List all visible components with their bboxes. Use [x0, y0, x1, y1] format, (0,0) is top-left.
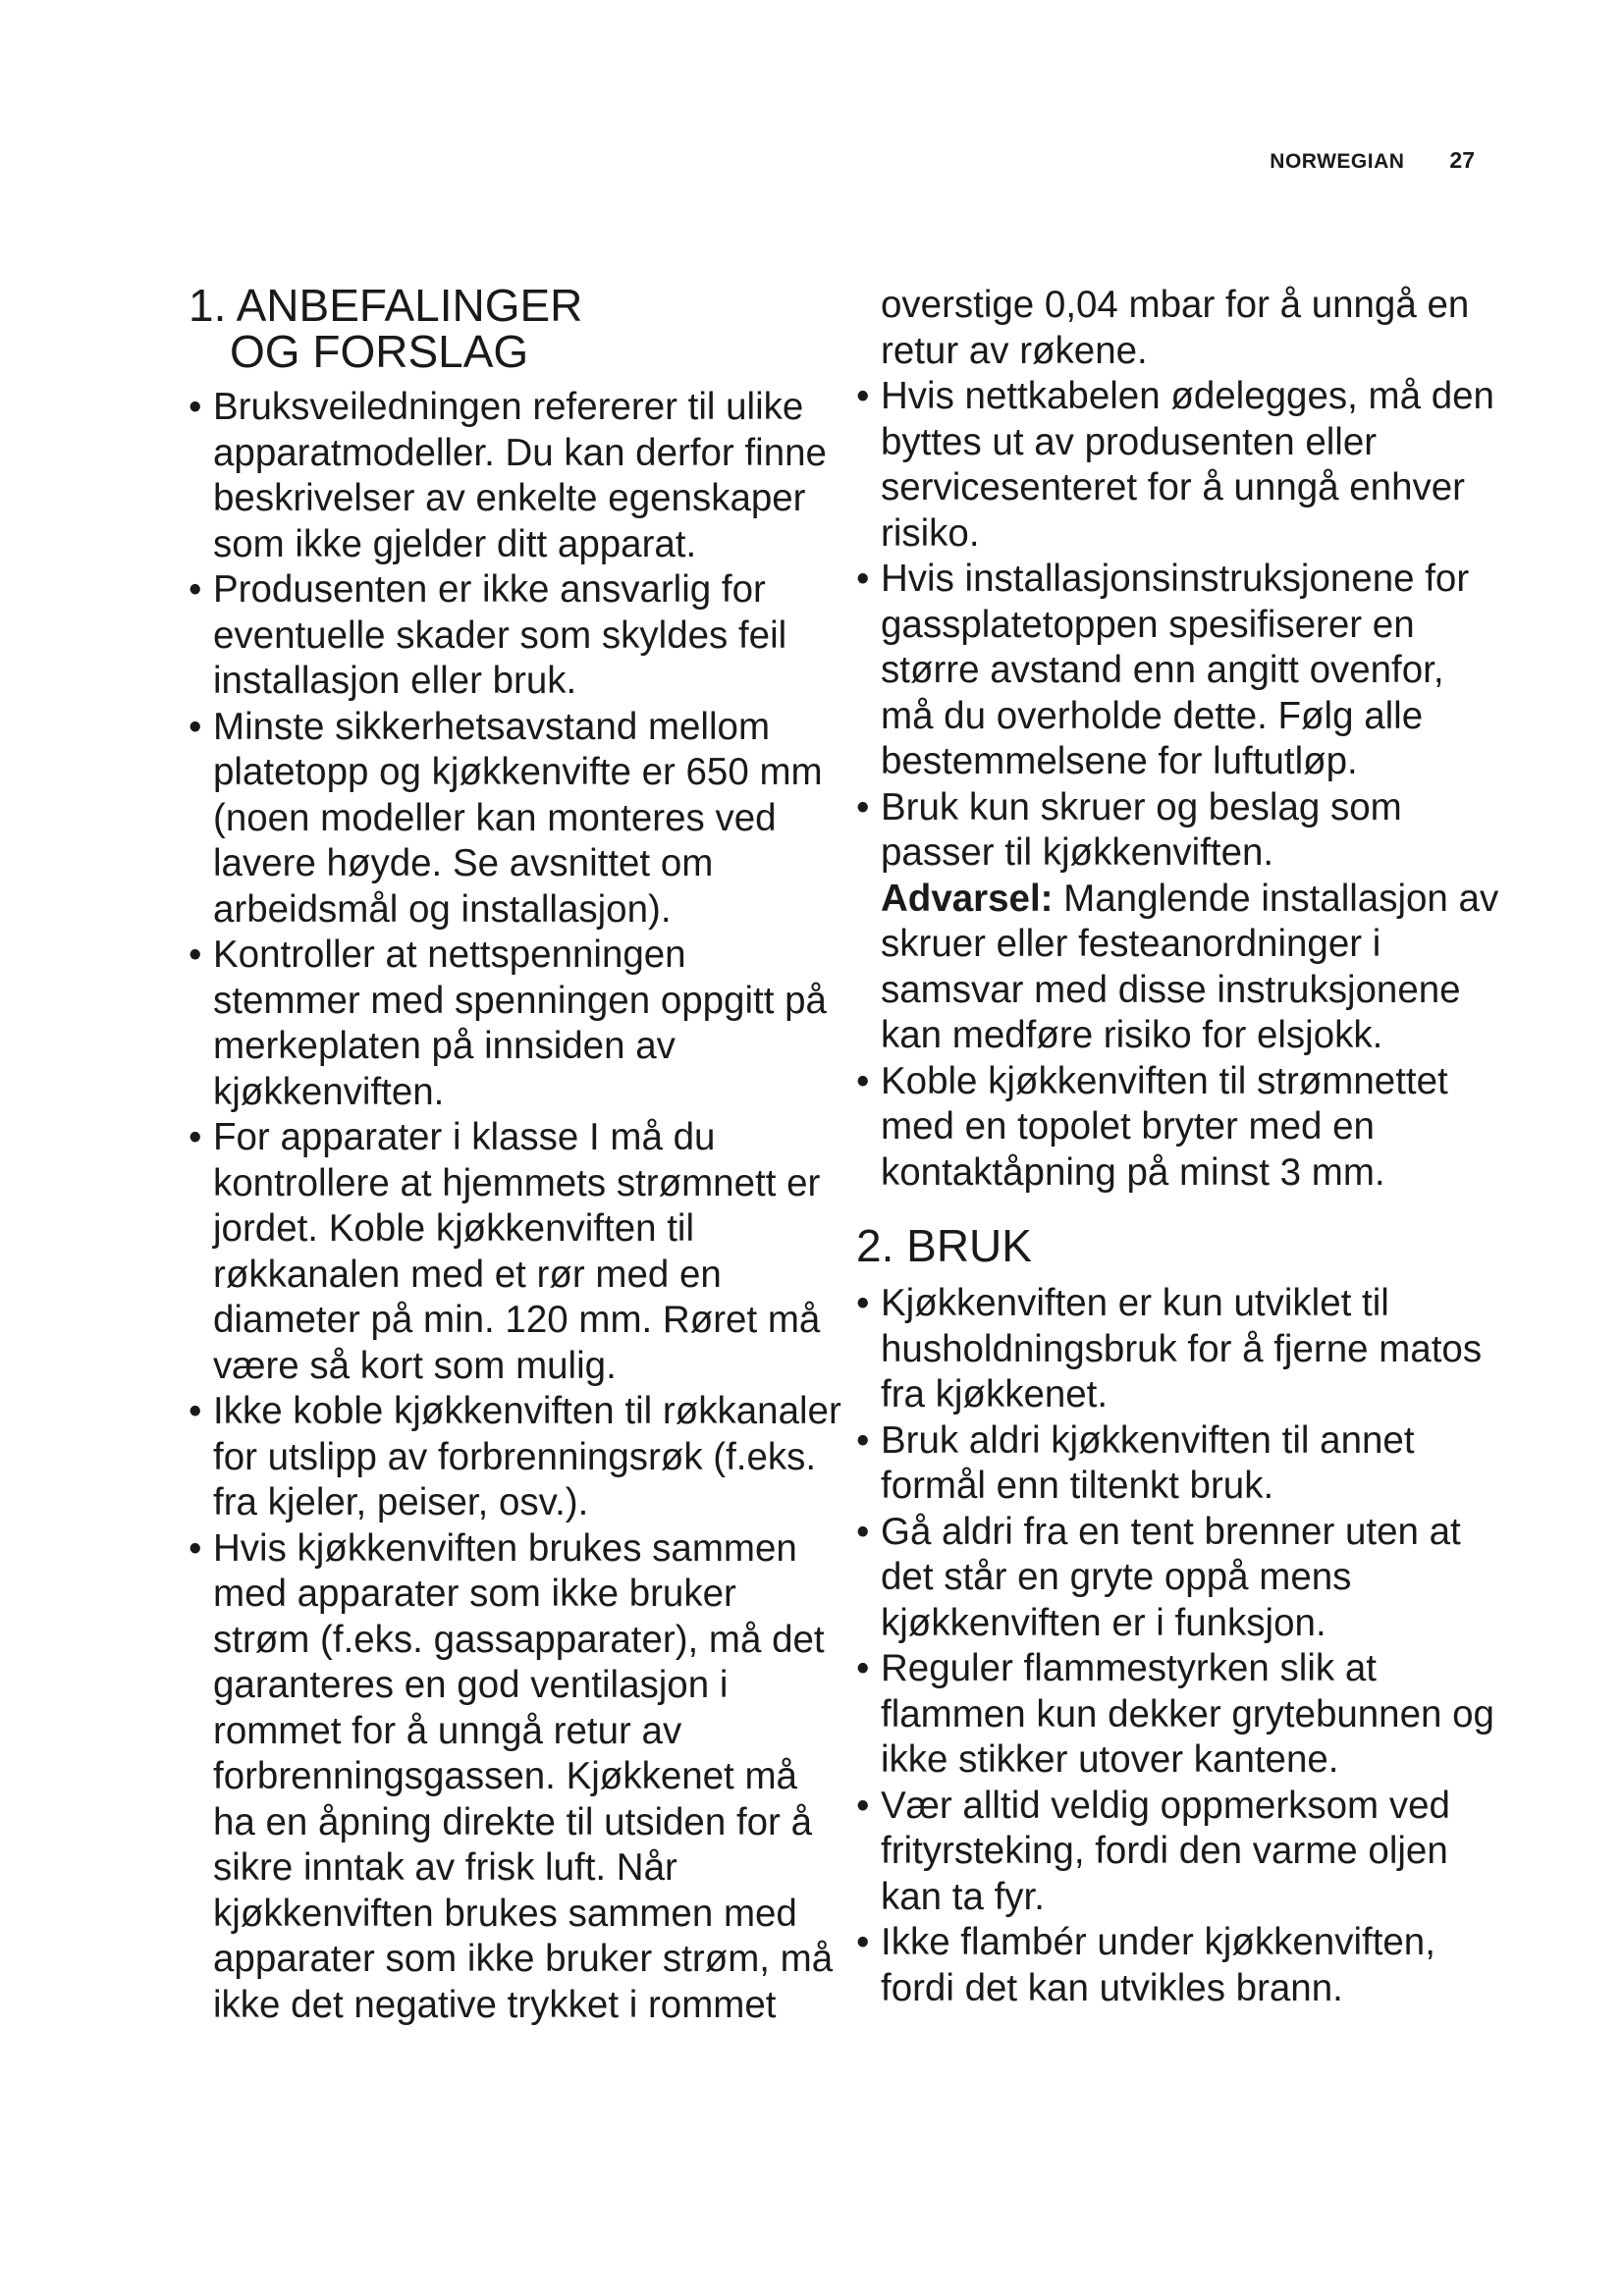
- list-item-continuation: [856, 283, 1504, 374]
- list-item-text: Reguler flammestyrken slik at flammen kun dekker grytebunnen og ikke stikker utover kantene.: [881, 1647, 1494, 1781]
- section1-number: 1.: [189, 280, 227, 331]
- bullet-icon: •: [856, 1510, 870, 1553]
- section2-number: 2.: [856, 1220, 894, 1271]
- list-item: [189, 1115, 841, 1389]
- language-label: NORWEGIAN: [1270, 150, 1405, 173]
- list-item: [189, 385, 841, 567]
- list-item-text: Bruk kun skruer og beslag som passer til kjøkkenviften.: [881, 785, 1402, 874]
- list-item-text: Vær alltid veldig oppmerksom ved frityrsteking, fordi den varme oljen kan ta fyr.: [881, 1784, 1450, 1918]
- list-item: [189, 1526, 841, 2029]
- bullet-icon: •: [856, 1282, 870, 1324]
- list-item-text: Ikke flambér under kjøkkenviften, fordi det kan utvikles brann.: [881, 1921, 1435, 2009]
- list-item-text: Ikke koble kjøkkenviften til røkkanaler for utslipp av forbrenningsrøk (f.eks. fra kjeler, peiser, osv.).: [213, 1390, 841, 1523]
- list-item: [856, 1646, 1504, 1784]
- bullet-icon: •: [856, 1059, 870, 1102]
- list-item: [189, 1389, 841, 1526]
- list-item: [189, 705, 841, 934]
- section2-title: BRUK: [906, 1220, 1032, 1271]
- bullet-icon: •: [856, 1647, 870, 1689]
- list-item: [856, 1920, 1504, 2011]
- list-item: [189, 567, 841, 705]
- list-item-text: Gå aldri fra en tent brenner uten at det står en gryte oppå mens kjøkkenviften er i funksjon.: [881, 1510, 1461, 1644]
- bullet-icon: •: [856, 1418, 870, 1462]
- bullet-icon: •: [189, 386, 202, 428]
- bullet-icon: •: [189, 568, 202, 611]
- bullet-icon: •: [189, 1116, 202, 1158]
- left-column: [189, 280, 841, 2028]
- section1-title-line1: ANBEFALINGER: [236, 280, 583, 331]
- bullet-icon: •: [189, 705, 202, 748]
- warning-label: Advarsel:: [881, 877, 1054, 920]
- list-item: [189, 933, 841, 1115]
- bullet-icon: •: [856, 785, 870, 828]
- list-item-text: Bruk aldri kjøkkenviften til annet formål enn tiltenkt bruk.: [881, 1418, 1415, 1507]
- right-column: [856, 283, 1504, 2011]
- bullet-icon: •: [189, 1526, 202, 1570]
- bullet-icon: •: [189, 934, 202, 976]
- list-item-text: Minste sikkerhetsavstand mellom platetopp og kjøkkenvifte er 650 mm (noen modeller kan monteres ved lavere høyde. Se avsnittet om arbeidsmål og installasjon).: [213, 705, 823, 931]
- list-item-text: For apparater i klasse I må du kontrollere at hjemmets strømnett er jordet. Koble kjøkkenviften til røkkanalen med et rør med en diameter på min. 120 mm. Røret må være så kort som mulig.: [213, 1116, 821, 1387]
- section1-title-line2: OG FORSLAG: [230, 326, 529, 377]
- warning-text: Manglende installasjon av skruer eller festeanordninger i samsvar med disse instruksjonene kan medføre risiko for elsjokk.: [881, 877, 1499, 1056]
- list-item-text: Hvis kjøkkenviften brukes sammen med apparater som ikke bruker strøm (f.eks. gassapparater), må det garanteres en god ventilasjon i rommet for å unngå retur av forbrenningsgassen. Kjøkkenet må ha en åpning direkte til utsiden for å sikre inntak av frisk luft. Når kjøkkenviften brukes sammen med apparater som ikke bruker strøm, må ikke det negative trykket i rommet: [213, 1526, 834, 2026]
- list-item-text: Produsenten er ikke ansvarlig for eventuelle skader som skyldes feil installasjon eller bruk.: [213, 568, 787, 702]
- list-item: [856, 1784, 1504, 1921]
- list-item: [856, 785, 1504, 1059]
- list-item-text: Kontroller at nettspenningen stemmer med spenningen oppgitt på merkeplaten på innsiden av kjøkkenviften.: [213, 934, 827, 1113]
- bullet-icon: •: [856, 1921, 870, 1963]
- list-item-text: Hvis nettkabelen ødelegges, må den byttes ut av produsenten eller servicesenteret for å unngå enhver risiko.: [881, 375, 1494, 555]
- page-header: [1270, 147, 1475, 174]
- list-item-text: Koble kjøkkenviften til strømnettet med en topolet bryter med en kontaktåpning på minst 3 mm.: [881, 1059, 1448, 1194]
- section2-heading: [856, 1220, 1504, 1271]
- list-item: [856, 557, 1504, 785]
- continuation-text: overstige 0,04 mbar for å unngå en retur av røkene.: [881, 284, 1470, 372]
- section1-heading: [189, 280, 841, 377]
- list-item-text: Bruksveiledningen refererer til ulike apparatmodeller. Du kan derfor finne beskrivelser av enkelte egenskaper som ikke gjelder ditt apparat.: [213, 386, 827, 565]
- list-item-text: Hvis installasjonsinstruksjonene for gassplatetoppen spesifiserer en større avstand enn angitt ovenfor, må du overholde dette. Følg alle bestemmelsene for luftutløp.: [881, 558, 1470, 782]
- bullet-icon: •: [189, 1390, 202, 1432]
- list-item: [856, 1510, 1504, 1647]
- page-number: 27: [1449, 147, 1475, 173]
- bullet-icon: •: [856, 375, 870, 417]
- list-item: [856, 374, 1504, 557]
- bullet-icon: •: [856, 1784, 870, 1827]
- list-item-text: Kjøkkenviften er kun utviklet til husholdningsbruk for å fjerne matos fra kjøkkenet.: [881, 1282, 1483, 1415]
- list-item: [856, 1281, 1504, 1418]
- bullet-icon: •: [856, 558, 870, 600]
- list-item: [856, 1418, 1504, 1510]
- list-item: [856, 1059, 1504, 1197]
